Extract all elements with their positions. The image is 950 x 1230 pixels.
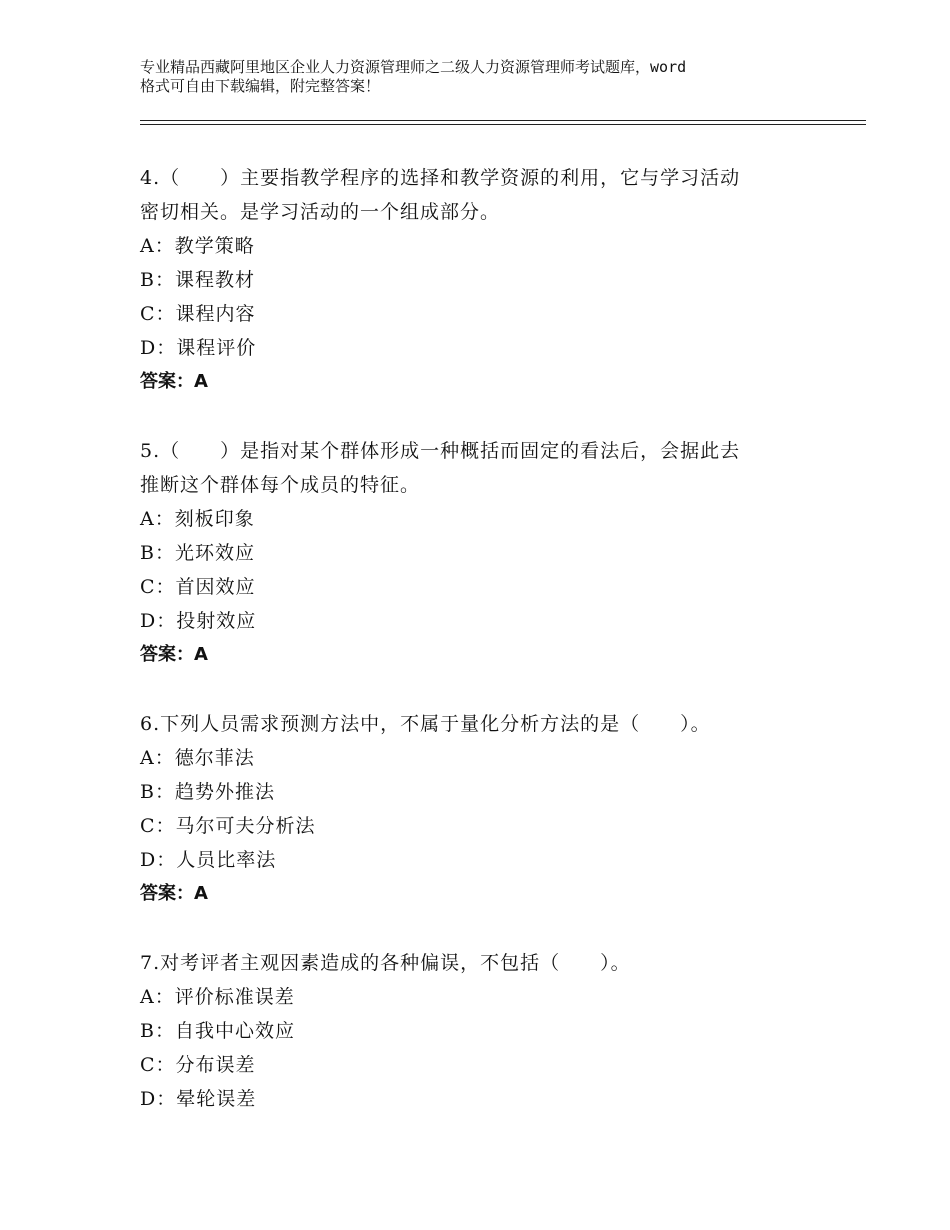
option-c: C：分布误差 bbox=[140, 1054, 256, 1076]
option-b: B：光环效应 bbox=[140, 542, 255, 564]
option-d: D：晕轮误差 bbox=[140, 1088, 257, 1110]
header-line-2: 格式可自由下载编辑，附完整答案！ bbox=[140, 77, 381, 95]
option-b: B：趋势外推法 bbox=[140, 781, 275, 803]
option-c: C：首因效应 bbox=[140, 576, 256, 598]
question-text-line: 6.下列人员需求预测方法中，不属于量化分析方法的是（ ）。 bbox=[140, 713, 711, 735]
header-divider-top bbox=[140, 120, 866, 121]
question-text bbox=[140, 707, 840, 741]
option-b: B：课程教材 bbox=[140, 269, 255, 291]
option-a: A：教学策略 bbox=[140, 235, 255, 257]
option-b: B：自我中心效应 bbox=[140, 1020, 295, 1042]
option-a: A：刻板印象 bbox=[140, 508, 255, 530]
answer: 答案：A bbox=[140, 883, 208, 904]
question-text-line: 7.对考评者主观因素造成的各种偏误，不包括（ ）。 bbox=[140, 952, 631, 974]
question-text-line: 5.（ ）是指对某个群体形成一种概括而固定的看法后，会据此去 bbox=[140, 440, 741, 462]
question-4 bbox=[140, 161, 840, 399]
question-text bbox=[140, 161, 840, 229]
question-7 bbox=[140, 946, 840, 1116]
question-text-line: 密切相关。是学习活动的一个组成部分。 bbox=[140, 201, 501, 223]
option-d: D：投射效应 bbox=[140, 610, 257, 632]
answer: 答案：A bbox=[140, 644, 208, 665]
header-divider-bottom bbox=[140, 124, 866, 125]
document-header bbox=[140, 58, 840, 96]
question-6 bbox=[140, 707, 840, 911]
question-text bbox=[140, 434, 840, 502]
option-a: A：德尔菲法 bbox=[140, 747, 255, 769]
question-text-line: 4.（ ）主要指教学程序的选择和教学资源的利用，它与学习活动 bbox=[140, 167, 741, 189]
question-5 bbox=[140, 434, 840, 672]
question-text-line: 推断这个群体每个成员的特征。 bbox=[140, 474, 421, 496]
question-text bbox=[140, 946, 840, 980]
option-a: A：评价标准误差 bbox=[140, 986, 295, 1008]
header-line-1: 专业精品西藏阿里地区企业人力资源管理师之二级人力资源管理师考试题库，word bbox=[140, 58, 687, 76]
option-d: D：课程评价 bbox=[140, 337, 257, 359]
option-c: C：课程内容 bbox=[140, 303, 256, 325]
option-c: C：马尔可夫分析法 bbox=[140, 815, 316, 837]
option-d: D：人员比率法 bbox=[140, 849, 277, 871]
answer: 答案：A bbox=[140, 371, 208, 392]
